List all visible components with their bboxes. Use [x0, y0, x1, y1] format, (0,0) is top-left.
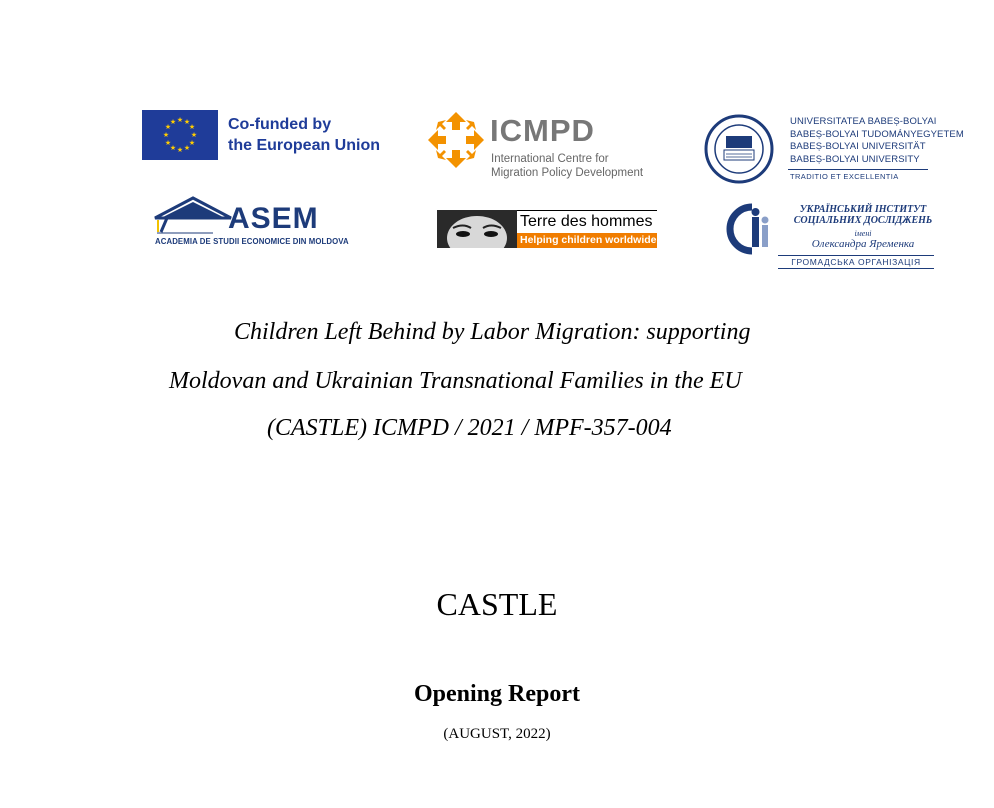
icmpd-sub-line-2: Migration Policy Development	[491, 167, 644, 179]
uisr-names	[790, 204, 936, 226]
svg-text:★: ★	[183, 118, 191, 126]
eu-line-1: Co-funded by	[228, 116, 332, 133]
svg-text:★: ★	[183, 144, 191, 152]
uisr-line-2: СОЦІАЛЬНИХ ДОСЛІДЖЕНЬ	[793, 215, 933, 226]
svg-text:★: ★	[176, 116, 184, 124]
ubb-divider	[788, 169, 928, 170]
svg-text:★: ★	[162, 131, 170, 139]
project-title-line-1: Children Left Behind by Labor Migration: supporting	[234, 319, 751, 345]
ubb-line-1: UNIVERSITATEA BABEȘ-BOLYAI	[790, 116, 937, 127]
tdh-tagline: Helping children worldwide.	[517, 233, 657, 248]
asem-emblem-icon	[153, 196, 233, 241]
svg-text:★: ★	[164, 139, 172, 147]
asem-name: ASEM	[228, 202, 319, 235]
uisr-person-name: Олександра Яременка	[811, 238, 915, 250]
icmpd-sub-line-1: International Centre for	[491, 153, 609, 165]
report-date: (AUGUST, 2022)	[443, 726, 551, 742]
ubb-motto: TRADITIO ET EXCELLENTIA	[790, 172, 899, 181]
uisr-line-1: УКРАЇНСЬКИЙ ІНСТИТУТ	[799, 204, 927, 215]
icmpd-name: ICMPD	[490, 113, 595, 148]
tdh-child-photo	[437, 210, 517, 248]
eu-line-2: the European Union	[228, 137, 380, 154]
report-title: Opening Report	[413, 681, 580, 707]
svg-text:★: ★	[169, 118, 177, 126]
eu-funding-text	[228, 114, 380, 156]
eu-stars-icon	[142, 110, 218, 160]
eu-flag-logo	[142, 110, 218, 160]
svg-text:★: ★	[190, 131, 198, 139]
asem-subtitle: ACADEMIA DE STUDII ECONOMICE DIN MOLDOVA	[155, 237, 349, 246]
svg-text:★: ★	[188, 123, 196, 131]
project-acronym: CASTLE	[436, 586, 558, 622]
svg-text:★: ★	[164, 123, 172, 131]
ubb-seal-icon	[694, 114, 784, 189]
tdh-name: Terre des hommes	[517, 210, 657, 233]
ubb-names	[790, 116, 964, 166]
ubb-line-3: BABEȘ-BOLYAI UNIVERSITÄT	[790, 141, 926, 153]
project-title-line-3: (CASTLE) ICMPD / 2021 / MPF-357-004	[267, 415, 672, 441]
project-title-line-2: Moldovan and Ukrainian Transnational Families in the EU	[169, 368, 742, 394]
ubb-line-4: BABEȘ-BOLYAI UNIVERSITY	[790, 153, 920, 165]
icmpd-arrows-icon	[426, 110, 486, 170]
icmpd-subtitle	[491, 152, 643, 180]
svg-text:★: ★	[169, 144, 177, 152]
uisr-org-type: ГРОМАДСЬКА ОРГАНІЗАЦІЯ	[778, 255, 934, 269]
uisr-imeni: імені	[854, 229, 872, 238]
ubb-line-2: BABEȘ-BOLYAI TUDOMÁNYEGYETEM	[790, 128, 964, 140]
uisr-emblem-icon	[722, 203, 782, 260]
svg-text:★: ★	[188, 139, 196, 147]
svg-text:★: ★	[176, 146, 184, 154]
